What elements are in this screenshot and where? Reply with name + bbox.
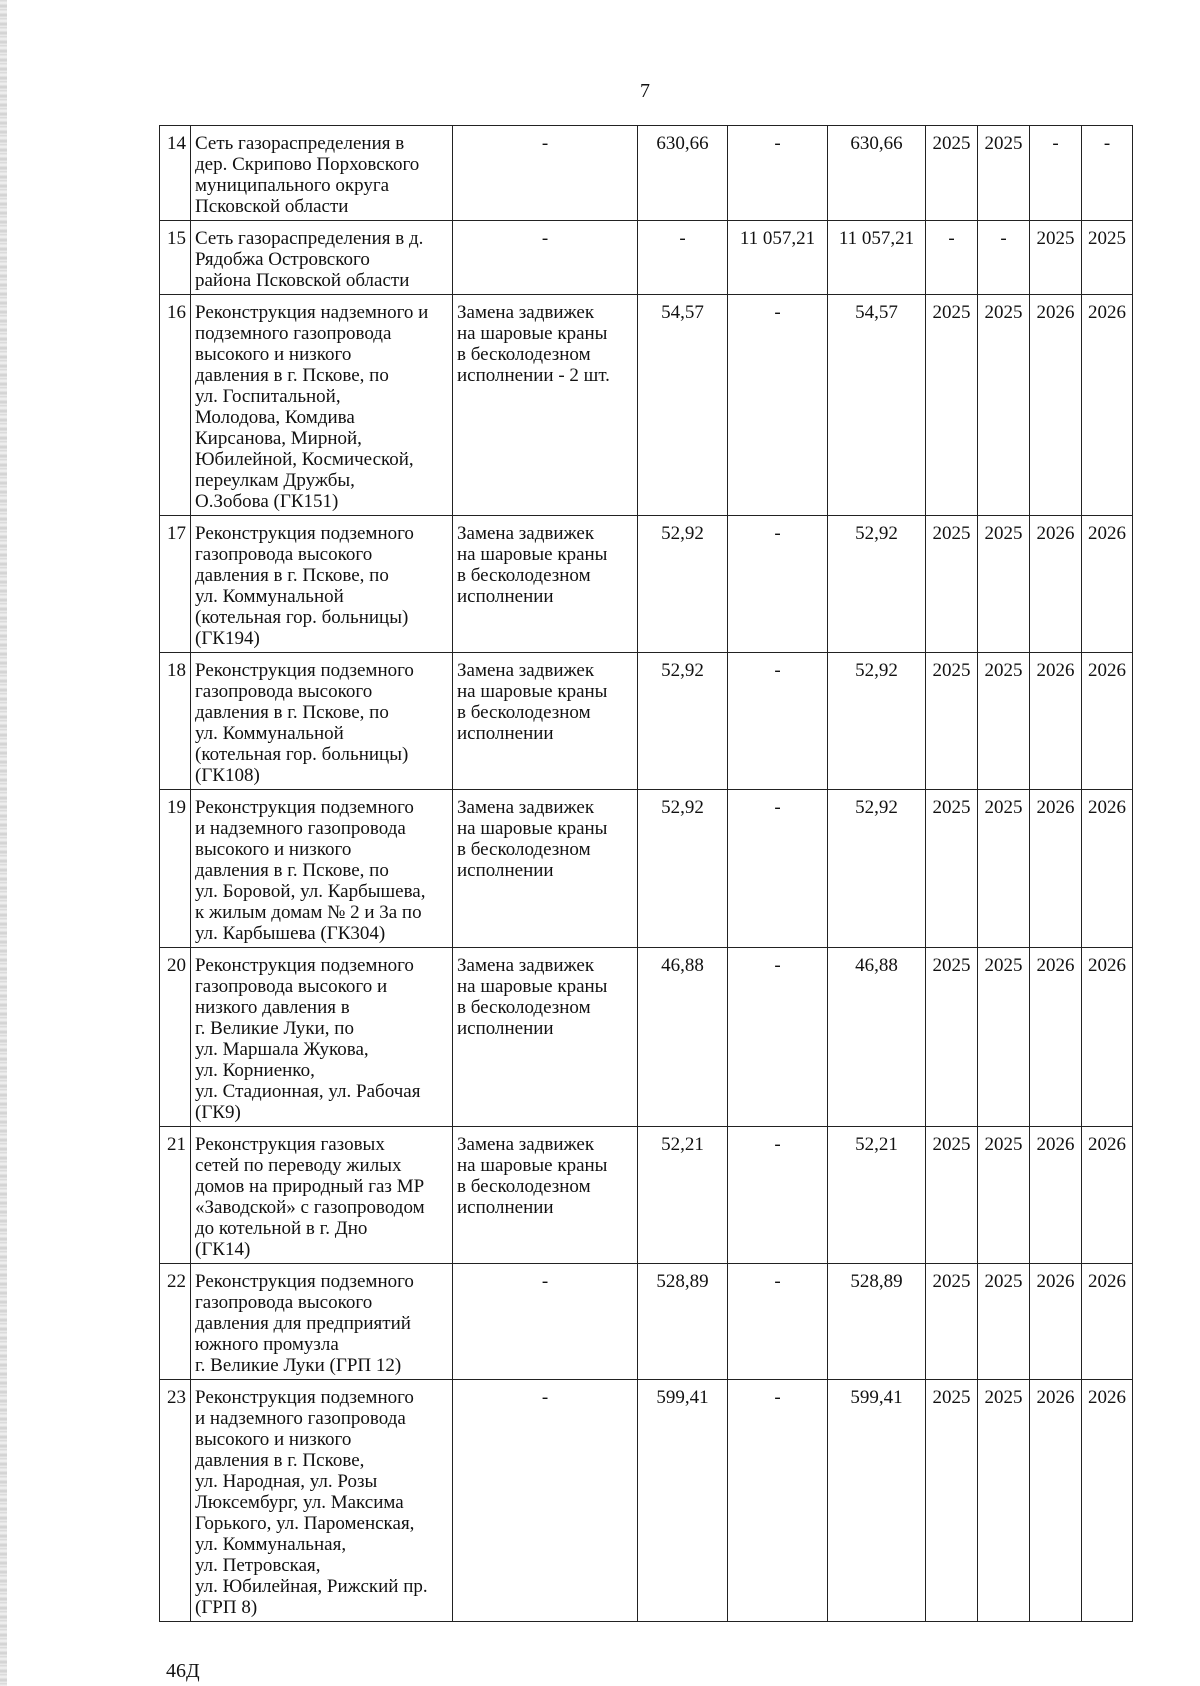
- table-row: [160, 1380, 1133, 1622]
- works-cell-line: Замена задвижек: [457, 955, 595, 976]
- object-name-cell-line: газопровода высокого: [195, 544, 373, 565]
- object-name-cell-line: газопровода высокого: [195, 681, 373, 702]
- object-name-cell-line: подземного газопровода: [195, 323, 392, 344]
- works-cell-line: на шаровые краны: [457, 1155, 608, 1176]
- works-cell-line: в бесколодезном: [457, 565, 591, 586]
- works-cell: [453, 1127, 638, 1264]
- object-name-cell-line: ул. Народная, ул. Розы: [195, 1471, 378, 1492]
- object-name-cell: [191, 516, 453, 653]
- row-number-cell: 19: [160, 790, 191, 948]
- year-4-cell: 2026: [1082, 1380, 1133, 1622]
- object-name-cell-line: высокого и низкого: [195, 1429, 352, 1450]
- object-name-cell-line: ул. Петровская,: [195, 1555, 321, 1576]
- value-2-cell: -: [728, 1127, 828, 1264]
- object-name-cell: [191, 653, 453, 790]
- object-name-cell: [191, 1127, 453, 1264]
- year-4-cell: -: [1082, 126, 1133, 221]
- object-name-cell-line: Реконструкция подземного: [195, 1387, 414, 1408]
- object-name-cell-line: (котельная гор. больницы): [195, 607, 409, 628]
- object-name-cell-line: давления в г. Пскове, по: [195, 702, 389, 723]
- object-name-cell: [191, 1264, 453, 1380]
- object-name-cell-line: давления для предприятий: [195, 1313, 411, 1334]
- value-2-cell: -: [728, 295, 828, 516]
- year-1-cell: -: [926, 221, 978, 295]
- object-name-cell-line: Горького, ул. Пароменская,: [195, 1513, 415, 1534]
- works-cell-line: исполнении: [457, 860, 554, 881]
- value-2-cell: 11 057,21: [728, 221, 828, 295]
- total-value-cell: 54,57: [828, 295, 926, 516]
- works-cell: [453, 948, 638, 1127]
- object-name-cell-line: ул. Маршала Жукова,: [195, 1039, 369, 1060]
- year-4-cell: 2026: [1082, 790, 1133, 948]
- object-name-cell-line: Сеть газораспределения в д.: [195, 228, 424, 249]
- object-name-cell-line: Рядобжа Островского: [195, 249, 370, 270]
- object-name-cell-line: ул. Юбилейная, Рижский пр.: [195, 1576, 428, 1597]
- works-cell: [453, 516, 638, 653]
- works-cell-line: Замена задвижек: [457, 660, 595, 681]
- object-name-cell-line: (ГК9): [195, 1102, 241, 1123]
- object-name-cell-line: ул. Карбышева (ГК304): [195, 923, 386, 944]
- works-cell-line: Замена задвижек: [457, 797, 595, 818]
- object-name-cell-line: (ГК14): [195, 1239, 251, 1260]
- object-name-cell-line: Люксембург, ул. Максима: [195, 1492, 404, 1513]
- object-name-cell-line: «Заводской» с газопроводом: [195, 1197, 425, 1218]
- object-name-cell-line: ул. Корниенко,: [195, 1060, 315, 1081]
- object-name-cell-line: давления в г. Пскове, по: [195, 365, 389, 386]
- object-name-cell-line: сетей по переводу жилых: [195, 1155, 402, 1176]
- works-cell-line: -: [541, 228, 549, 249]
- object-name-cell-line: Реконструкция подземного: [195, 523, 414, 544]
- row-number-cell: 20: [160, 948, 191, 1127]
- object-name-cell-line: Реконструкция подземного: [195, 955, 414, 976]
- object-name-cell-line: О.Зобова (ГК151): [195, 491, 339, 512]
- object-name-cell-line: муниципального округа: [195, 175, 390, 196]
- object-name-cell-line: г. Великие Луки, по: [195, 1018, 354, 1039]
- works-cell-line: на шаровые краны: [457, 818, 608, 839]
- value-1-cell: 52,92: [638, 790, 728, 948]
- works-cell-line: в бесколодезном: [457, 997, 591, 1018]
- table-row: [160, 516, 1133, 653]
- value-1-cell: 630,66: [638, 126, 728, 221]
- year-3-cell: 2026: [1030, 295, 1082, 516]
- year-4-cell: 2026: [1082, 516, 1133, 653]
- table-row: [160, 653, 1133, 790]
- object-name-cell-line: (ГРП 8): [195, 1597, 258, 1618]
- works-cell-line: -: [541, 1387, 549, 1408]
- works-cell: [453, 790, 638, 948]
- value-1-cell: 54,57: [638, 295, 728, 516]
- object-name-cell-line: Сеть газораспределения в: [195, 133, 405, 154]
- year-4-cell: 2026: [1082, 295, 1133, 516]
- year-1-cell: 2025: [926, 126, 978, 221]
- table-row: [160, 295, 1133, 516]
- year-3-cell: 2026: [1030, 790, 1082, 948]
- year-3-cell: 2025: [1030, 221, 1082, 295]
- object-name-cell-line: домов на природный газ МР: [195, 1176, 425, 1197]
- year-4-cell: 2026: [1082, 1264, 1133, 1380]
- year-2-cell: 2025: [978, 1127, 1030, 1264]
- total-value-cell: 46,88: [828, 948, 926, 1127]
- page-number: 7: [640, 80, 650, 102]
- works-cell: [453, 221, 638, 295]
- table-row: [160, 790, 1133, 948]
- object-name-cell-line: к жилым домам № 2 и 3а по: [195, 902, 422, 923]
- year-1-cell: 2025: [926, 790, 978, 948]
- object-name-cell-line: ул. Госпитальной,: [195, 386, 341, 407]
- works-cell-line: исполнении: [457, 723, 554, 744]
- year-2-cell: 2025: [978, 1380, 1030, 1622]
- object-name-cell-line: переулкам Дружбы,: [195, 470, 355, 491]
- value-2-cell: -: [728, 653, 828, 790]
- object-name-cell-line: высокого и низкого: [195, 344, 352, 365]
- works-cell-line: исполнении: [457, 1197, 554, 1218]
- value-1-cell: 52,21: [638, 1127, 728, 1264]
- works-cell-line: исполнении: [457, 1018, 554, 1039]
- object-name-cell-line: (ГК194): [195, 628, 260, 649]
- row-number-cell: 21: [160, 1127, 191, 1264]
- value-2-cell: -: [728, 948, 828, 1127]
- works-cell: [453, 295, 638, 516]
- year-3-cell: 2026: [1030, 516, 1082, 653]
- object-name-cell-line: низкого давления в: [195, 997, 350, 1018]
- year-2-cell: -: [978, 221, 1030, 295]
- year-4-cell: 2026: [1082, 653, 1133, 790]
- table-row: [160, 1127, 1133, 1264]
- works-cell-line: в бесколодезном: [457, 1176, 591, 1197]
- object-name-cell-line: и надземного газопровода: [195, 1408, 406, 1429]
- total-value-cell: 630,66: [828, 126, 926, 221]
- object-name-cell-line: ул. Коммунальной: [195, 586, 344, 607]
- year-4-cell: 2026: [1082, 1127, 1133, 1264]
- object-name-cell: [191, 948, 453, 1127]
- year-1-cell: 2025: [926, 1127, 978, 1264]
- works-cell-line: в бесколодезном: [457, 839, 591, 860]
- object-name-cell-line: Реконструкция газовых: [195, 1134, 385, 1155]
- value-1-cell: 52,92: [638, 653, 728, 790]
- row-number-cell: 15: [160, 221, 191, 295]
- value-1-cell: -: [638, 221, 728, 295]
- value-2-cell: -: [728, 1264, 828, 1380]
- object-name-cell: [191, 790, 453, 948]
- object-name-cell-line: Кирсанова, Мирной,: [195, 428, 362, 449]
- works-cell: [453, 1380, 638, 1622]
- object-name-cell-line: давления в г. Пскове, по: [195, 860, 389, 881]
- value-2-cell: -: [728, 790, 828, 948]
- works-cell-line: -: [541, 133, 549, 154]
- year-4-cell: 2026: [1082, 948, 1133, 1127]
- year-1-cell: 2025: [926, 516, 978, 653]
- object-name-cell-line: ул. Коммунальной: [195, 723, 344, 744]
- year-3-cell: 2026: [1030, 1127, 1082, 1264]
- year-2-cell: 2025: [978, 516, 1030, 653]
- object-name-cell-line: г. Великие Луки (ГРП 12): [195, 1355, 402, 1376]
- object-name-cell-line: Реконструкция надземного и: [195, 302, 429, 323]
- year-1-cell: 2025: [926, 295, 978, 516]
- object-name-cell-line: Реконструкция подземного: [195, 660, 414, 681]
- value-1-cell: 528,89: [638, 1264, 728, 1380]
- table-row: [160, 948, 1133, 1127]
- object-name-cell-line: Псковской области: [195, 196, 349, 217]
- row-number-cell: 22: [160, 1264, 191, 1380]
- works-cell-line: в бесколодезном: [457, 344, 591, 365]
- object-name-cell-line: Молодова, Комдива: [195, 407, 355, 428]
- object-name-cell: [191, 295, 453, 516]
- object-name-cell-line: высокого и низкого: [195, 839, 352, 860]
- works-cell: [453, 126, 638, 221]
- value-2-cell: -: [728, 1380, 828, 1622]
- row-number-cell: 16: [160, 295, 191, 516]
- object-name-cell: [191, 1380, 453, 1622]
- works-cell-line: на шаровые краны: [457, 681, 608, 702]
- total-value-cell: 52,92: [828, 653, 926, 790]
- year-3-cell: 2026: [1030, 948, 1082, 1127]
- year-2-cell: 2025: [978, 790, 1030, 948]
- year-3-cell: 2026: [1030, 1264, 1082, 1380]
- works-cell: [453, 1264, 638, 1380]
- year-1-cell: 2025: [926, 948, 978, 1127]
- year-1-cell: 2025: [926, 1264, 978, 1380]
- footer-code: 46Д: [166, 1660, 200, 1682]
- year-2-cell: 2025: [978, 653, 1030, 790]
- investment-table: [159, 125, 1133, 1622]
- row-number-cell: 14: [160, 126, 191, 221]
- works-cell-line: -: [541, 1271, 549, 1292]
- year-2-cell: 2025: [978, 295, 1030, 516]
- object-name-cell-line: ул. Боровой, ул. Карбышева,: [195, 881, 426, 902]
- year-2-cell: 2025: [978, 1264, 1030, 1380]
- works-cell-line: на шаровые краны: [457, 976, 608, 997]
- year-4-cell: 2025: [1082, 221, 1133, 295]
- object-name-cell-line: (котельная гор. больницы): [195, 744, 409, 765]
- works-cell-line: на шаровые краны: [457, 323, 608, 344]
- total-value-cell: 52,92: [828, 790, 926, 948]
- object-name-cell: [191, 126, 453, 221]
- row-number-cell: 18: [160, 653, 191, 790]
- object-name-cell-line: Юбилейной, Космической,: [195, 449, 414, 470]
- works-cell-line: Замена задвижек: [457, 302, 595, 323]
- year-1-cell: 2025: [926, 653, 978, 790]
- object-name-cell-line: района Псковской области: [195, 270, 410, 291]
- year-3-cell: 2026: [1030, 653, 1082, 790]
- year-2-cell: 2025: [978, 948, 1030, 1127]
- scan-edge: [0, 0, 7, 1686]
- row-number-cell: 17: [160, 516, 191, 653]
- works-cell-line: исполнении - 2 шт.: [457, 365, 610, 386]
- object-name-cell-line: ул. Коммунальная,: [195, 1534, 347, 1555]
- year-3-cell: -: [1030, 126, 1082, 221]
- total-value-cell: 52,92: [828, 516, 926, 653]
- row-number-cell: 23: [160, 1380, 191, 1622]
- works-cell-line: Замена задвижек: [457, 523, 595, 544]
- object-name-cell-line: до котельной в г. Дно: [195, 1218, 368, 1239]
- table-row: [160, 126, 1133, 221]
- value-1-cell: 52,92: [638, 516, 728, 653]
- object-name-cell: [191, 221, 453, 295]
- table-row: [160, 1264, 1133, 1380]
- total-value-cell: 599,41: [828, 1380, 926, 1622]
- object-name-cell-line: дер. Скрипово Порховского: [195, 154, 420, 175]
- total-value-cell: 11 057,21: [828, 221, 926, 295]
- year-2-cell: 2025: [978, 126, 1030, 221]
- object-name-cell-line: давления в г. Пскове, по: [195, 565, 389, 586]
- object-name-cell-line: давления в г. Пскове,: [195, 1450, 365, 1471]
- works-cell-line: в бесколодезном: [457, 702, 591, 723]
- works-cell-line: на шаровые краны: [457, 544, 608, 565]
- object-name-cell-line: южного промузла: [195, 1334, 339, 1355]
- total-value-cell: 52,21: [828, 1127, 926, 1264]
- object-name-cell-line: Реконструкция подземного: [195, 797, 414, 818]
- value-1-cell: 46,88: [638, 948, 728, 1127]
- value-2-cell: -: [728, 126, 828, 221]
- object-name-cell-line: ул. Стадионная, ул. Рабочая: [195, 1081, 421, 1102]
- total-value-cell: 528,89: [828, 1264, 926, 1380]
- table-body: [160, 126, 1133, 1622]
- object-name-cell-line: газопровода высокого: [195, 1292, 373, 1313]
- value-1-cell: 599,41: [638, 1380, 728, 1622]
- year-3-cell: 2026: [1030, 1380, 1082, 1622]
- object-name-cell-line: Реконструкция подземного: [195, 1271, 414, 1292]
- object-name-cell-line: и надземного газопровода: [195, 818, 406, 839]
- value-2-cell: -: [728, 516, 828, 653]
- object-name-cell-line: газопровода высокого и: [195, 976, 388, 997]
- object-name-cell-line: (ГК108): [195, 765, 260, 786]
- works-cell-line: Замена задвижек: [457, 1134, 595, 1155]
- works-cell: [453, 653, 638, 790]
- year-1-cell: 2025: [926, 1380, 978, 1622]
- works-cell-line: исполнении: [457, 586, 554, 607]
- table-row: [160, 221, 1133, 295]
